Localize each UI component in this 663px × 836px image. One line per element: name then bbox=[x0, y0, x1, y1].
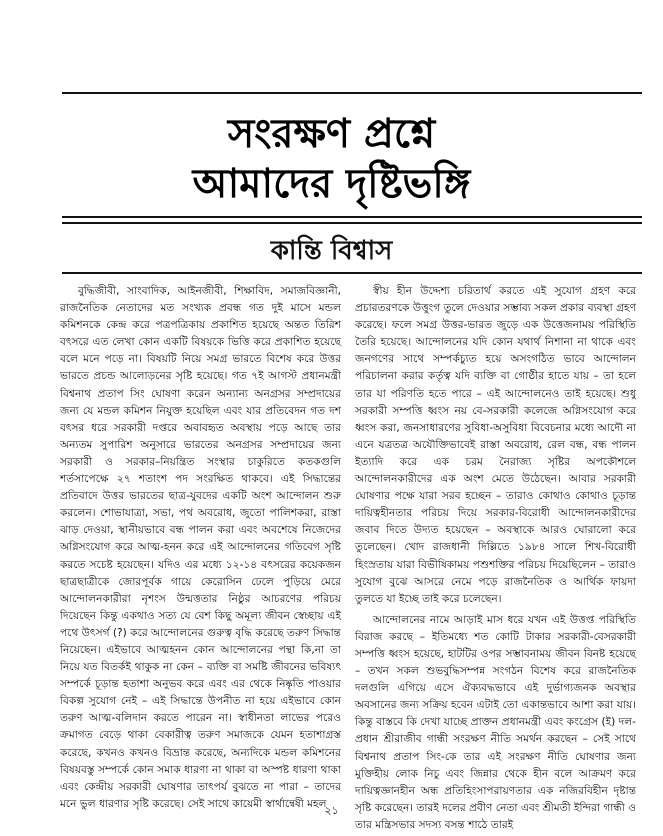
paragraph: স্বীয় হীন উদ্দেশ্য চরিতার্থ করতে এই সুযোগ গ্রহণ করে প্রচারতরণকে উত্তুংগ তুলে দেওয়ার সম্ভাব্য সকল প্রকার ব্যবস্থা গ্রহণ করেছে। ফলে সমগ্র উত্তর-ভারত জুড়ে এক উত্তেজনাময় পরিস্থিতি তৈরি হয়েছে। আন্দোলনের যদি কোন যথার্থ নিশানা না থাকে এবং জনগণের সাথে সম্পর্কচ্যুত হয়ে অসংগঠিত ভাবে আন্দোলন পরিচালনা করার কর্তৃত্ব যদি ব্যক্তি বা গোষ্ঠীর হাতে যায় – তা হলে তার যা পরিণতি হতে পারে – এই আন্দোলনেও তাই হয়েছে। শুধু সরকারী সম্পত্তি ধ্বংস নয় বে-সরকারী কলেজে অগ্নিসংযোগ করে ধ্বংস করা, জনসাধারণের সুবিধা-অসুবিধা বিবেচনার মধ্যে আদৌ না এনে যত্রতত্র অযৌক্তিভাবেই রাস্তা অবরোধ, রেল বন্ধ, বন্ধ পালন ইত্যাদি করে এক চরম নৈরাজ্য সৃষ্টির অপকৌশলে আন্দোলনকারীদের এক অংশ মেতে উঠেছেন। আবার সরকারী ঘোষণার পক্ষে যারা সরব হচ্ছেন – তারাও কোথাও কোথাও চূড়ান্ত দায়িত্বহীনতার পরিচয় দিয়ে সরকার-বিরোধী আন্দোলনকারীদের জবাব দিতে উদ্যত হয়েছেন – অবস্থাকে আরও ঘোরালো করে তুলেছেন। খোদ রাজধানী দিল্লিতে ১৯৮৪ সালে শিখ-বিরোধী হিংস্রতায় যারা বিভীষিকাময় পশুশক্তির পরিচয় দিয়েছিলেন – তারাও সুযোগ বুঝে আসরে নেমে পড়ে রাজনৈতিক ও আর্থিক ফায়দা তুলতে যা ইচ্ছে তাই করে চলেছেন। bbox=[355, 285, 637, 605]
right-column bbox=[355, 283, 637, 831]
left-column bbox=[60, 283, 341, 810]
page-number: ২১ bbox=[324, 804, 339, 817]
paragraph: বুদ্ধিজীবী, সাংবাদিক, আইনজীবী, শিক্ষাবিদ, সমাজবিজ্ঞানী, রাজনৈতিক নেতাদের মত সংখ্যক প্রবন্ধ গত দুই মাসে মন্ডল কমিশনকে কেন্দ্র করে পত্রপত্রিকায় প্রকাশিত হয়েছে অন্তত তিরিশ বৎসরে এত লেখা কোন একটি বিষয়কে ভিত্তি করে প্রকাশিত হয়েছে বলে মনে পড়ে না। বিষয়টি নিয়ে সমগ্র ভারতে বিশেষ করে উত্তর ভারতে প্রচন্ড আলোড়নের সৃষ্টি হয়েছে। গত ৭ই আগস্ট প্রধানমন্ত্রী বিশ্বনাথ প্রতাপ সিং ঘোষণা করেন অন্যান্য অনগ্রসর সম্প্রদায়ের জন্য যে মন্ডল কমিশন নিযুক্ত হয়েছিল এবং যার প্রতিবেদন গত দশ বৎসর ধরে সরকারী দপ্তরে অবাবহৃত অবস্থায় পড়ে আছে তার অন্যতম সুপারিশ অনুসারে ভারতের অনগ্রসর সম্প্রদায়ের জন্য সরকারী ও সরকার–নিয়ন্ত্রিত সংস্থার চাকুরিতে কতকগুলি শর্তসাপেক্ষে ২৭ শতাংশ পদ সংরক্ষিত থাকবে। এই সিদ্ধান্তের প্রতিবাদে উত্তর ভারতের ছাত্র-যুবদের একটি অংশ আন্দোলন শুরু করলেন। শোভাযাত্রা, সভা, পথ অবরোধ, জুতো পালিশকরা, রাস্তা ঝাড় দেওয়া, স্থানীয়ভাবে বন্ধ পালন করা এবং অবশেষে নিজেদের অগ্নিসংযোগ করে আত্ম-হনন করে এই আন্দোলনের গতিবেগ সৃষ্টি করতে সচেষ্ট হয়েছেন। যদিও এর মধ্যে ১২-১৪ বৎসরের কয়েকজন ছাত্রছাত্রীকে জোরপূর্বক গায়ে কেরোসিন ঢেলে পুড়িয়ে মেরে আন্দোলনকারীরা নৃশংস উন্মত্ততার নিষ্ঠুর আচরণের পরিচয় দিয়েছেন কিন্তু একথাও সত্য যে বেশ কিছু অমূল্য জীবন স্বেচ্ছায় এই পথে উৎসর্গ (?) করে আন্দোলনের গুরুত্ব বৃদ্ধি করেছে তরুণ সিদ্ধান্ত নিয়েছেন। এইভাবে আত্মহনন কোন আন্দোলনের পন্থা কি,না তা নিয়ে যত বিতর্কই থাকুক না কেন – ব্যক্তি বা সমষ্টি জীবনের ভবিষ্যৎ সম্পর্কে চূড়ান্ত হতাশা অনুভব করে এবং এর থেকে নিষ্কৃতি পাওয়ার বিকল্প সুযোগ নেই – এই সিদ্ধান্তে উপনীত না হয়ে এইভাবে কোন তরুণ আত্ম-বলিদান করতে পারেন না। স্বাধীনতা লাভের পরেও ক্রমাগত বেড়ে থাকা বেকারীত্ব তরুণ সমাজকে যেমন হতাশাগ্রস্ত করেছে, কখনও কখনও বিভ্রান্ত করেছে, অন্যদিকে মন্ডল কমিশনের বিষয়বস্তু সম্পর্কে কোন সমাক ধারণা না থাকা বা অস্পষ্ট ধারণা থাকা এবং কেন্দ্রীয় সরকারী ঘোষণার তাৎপর্য বুঝতে না পারা – তাদের মনে ভুল ধারণার সৃষ্টি করেছে। সেই সাথে কায়েমী স্বার্থান্বেষী মহল bbox=[60, 285, 341, 810]
author-rule bbox=[62, 272, 642, 274]
article-title-line-2: আমাদের দৃষ্টিভঙ্গি bbox=[192, 161, 471, 207]
author-byline: কান্তি বিশ্বাস bbox=[270, 236, 393, 266]
top-rule bbox=[62, 92, 642, 94]
title-rule-upper bbox=[62, 216, 642, 218]
article-title-line-1: সংরক্ষণ প্রশ্নে bbox=[227, 111, 436, 157]
title-rule-lower bbox=[62, 222, 642, 224]
paragraph: আন্দোলনের নামে আড়াই মাস ধরে যখন এই উত্তপ্ত পরিস্থিতি বিরাজ করছে – ইতিমধ্যে শত কোটি টাকার সরকারী-বেসরকারী সম্পত্তি ধ্বংস হয়েছে, হাটটির ওপর সম্ভাবনাময় জীবন বিনষ্ট হয়েছে – তখন সকল শুভবুদ্ধিসম্পন্ন সংগঠন বিশেষ করে রাজনৈতিক দলগুলি এগিয়ে এসে ঐক্যবদ্ধভাবে এই দুর্ভাগ্যজনক অবস্থার অবসানের জন্য সক্রিয় হবেন এটাই তো একান্তভাবে আশা করা যায়। কিন্তু বাস্তবে কি দেখা যাচ্ছে প্রাক্তন প্রধানমন্ত্রী এবং কংগ্রেস (ই) দল-প্রধান শ্রীরাজীব গান্ধী সংরক্ষণ নীতি সমর্থন করছেন – সেই সাথে বিশ্বনাথ প্রতাপ সিং-কে তার এই সংরক্ষণ নীতি ঘোষণার জন্য মুক্তিহীয় লোক নিচু এবং জিন্নার থেকে হীন বলে আক্রমণ করে দায়িত্বজ্ঞানহীন অন্ধ প্রতিহিংসাপরায়ণতার এক নজিরবিহীন দৃষ্টান্ত সৃষ্টি করেছেন। তারই দলের প্রবীণ নেতা এবং শ্রীমতী ইন্দিরা গান্ধী ও তার মন্ত্রিসভার সদস্য বসন্ত শাঠে তারই bbox=[355, 613, 636, 831]
